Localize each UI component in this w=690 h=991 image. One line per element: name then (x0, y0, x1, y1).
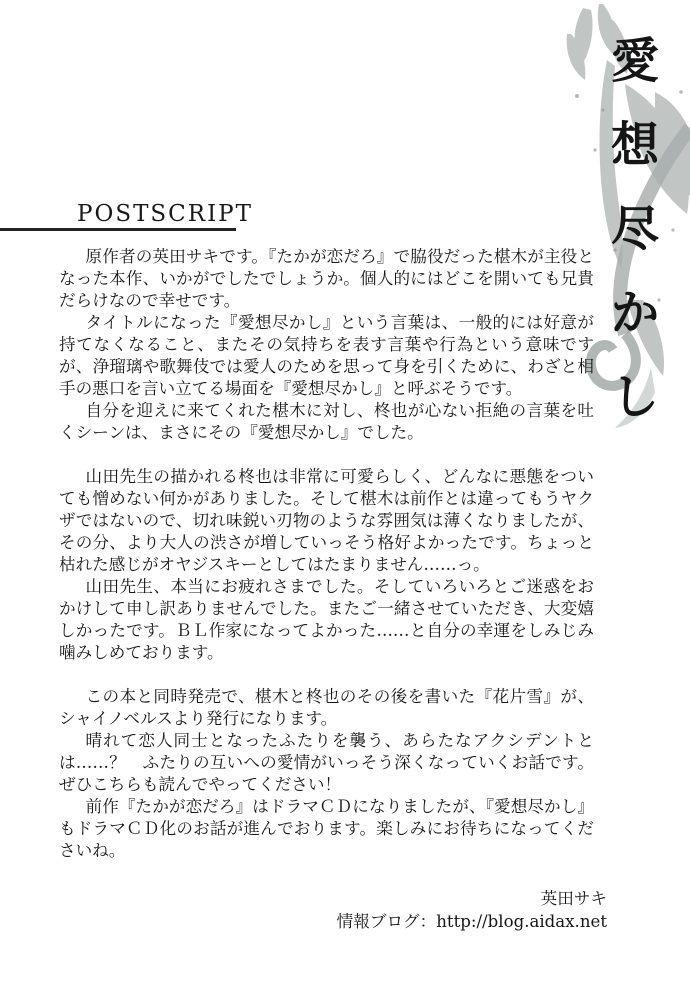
afterword-body (59, 246, 594, 862)
paragraph-block-announcements (59, 686, 594, 862)
paragraph: 晴れて恋人同士となったふたりを襲う、あらたなアクシデントとは……？ ふたりの互いへの愛情がいっそう深くなっていくお話です。ぜひこちらも読んでやってください！ (59, 731, 594, 794)
paragraph-block-thanks (59, 466, 594, 664)
paragraph-block-intro (59, 246, 594, 444)
footer (59, 887, 607, 933)
title-char: か (610, 285, 659, 341)
paragraph: 前作『たかが恋だろ』はドラマＣＤになりましたが、『愛想尽かし』もドラマＣＤ化のお話が進んでおります。楽しみにお待ちになってくださいね。 (59, 797, 594, 860)
paragraph: この本と同時発売で、椹木と柊也のその後を書いた『花片雪』が、シャイノベルスより発行になります。 (59, 687, 594, 728)
paragraph: 山田先生、本当にお疲れさまでした。そしていろいろとご迷惑をおかけして申し訳ありませんでした。またご一緒させていただき、大変嬉しかったです。ＢＬ作家になってよかった……と自分の幸運をしみじみ噛みしめております。 (59, 577, 594, 662)
title-char: し (610, 369, 659, 425)
paragraph: 原作者の英田サキです。『たかが恋だろ』で脇役だった椹木が主役となった本作、いかがでしたでしょうか。個人的にはどこを開いても兄貴だらけなので幸せです。 (59, 247, 594, 310)
book-title-vertical (609, 33, 661, 425)
title-char: 愛 (610, 33, 659, 89)
title-char: 想 (610, 117, 659, 173)
paragraph: 山田先生の描かれる柊也は非常に可愛らしく、どんなに悪態をついても憎めない何かがありました。そして椹木は前作とは違ってもうヤクザではないので、切れ味鋭い刃物のような雰囲気は薄くなりましたが、その分、より大人の渋さが増していっそう格好よかったです。ちょっと枯れた感じがオヤジスキーとしてはたまりません……っ。 (59, 467, 594, 574)
title-char: 尽 (610, 201, 659, 257)
paragraph: タイトルになった『愛想尽かし』という言葉は、一般的には好意が持てなくなること、またその気持ちを表す言葉や行為という意味ですが、浄瑠璃や歌舞伎では愛人のためを思って身を引くために、わざと相手の悪口を言い立てる場面を『愛想尽かし』と呼ぶそうです。 (59, 313, 594, 398)
postscript-heading: POSTSCRIPT (77, 201, 254, 227)
blog-url-line: 情報ブログ：http://blog.aidax.net (336, 912, 607, 931)
paragraph: 自分を迎えに来てくれた椹木に対し、柊也が心ない拒絶の言葉を吐くシーンは、まさにその『愛想尽かし』でした。 (59, 401, 594, 442)
author-signature: 英田サキ (540, 889, 607, 908)
heading-underline-rule (0, 228, 236, 231)
